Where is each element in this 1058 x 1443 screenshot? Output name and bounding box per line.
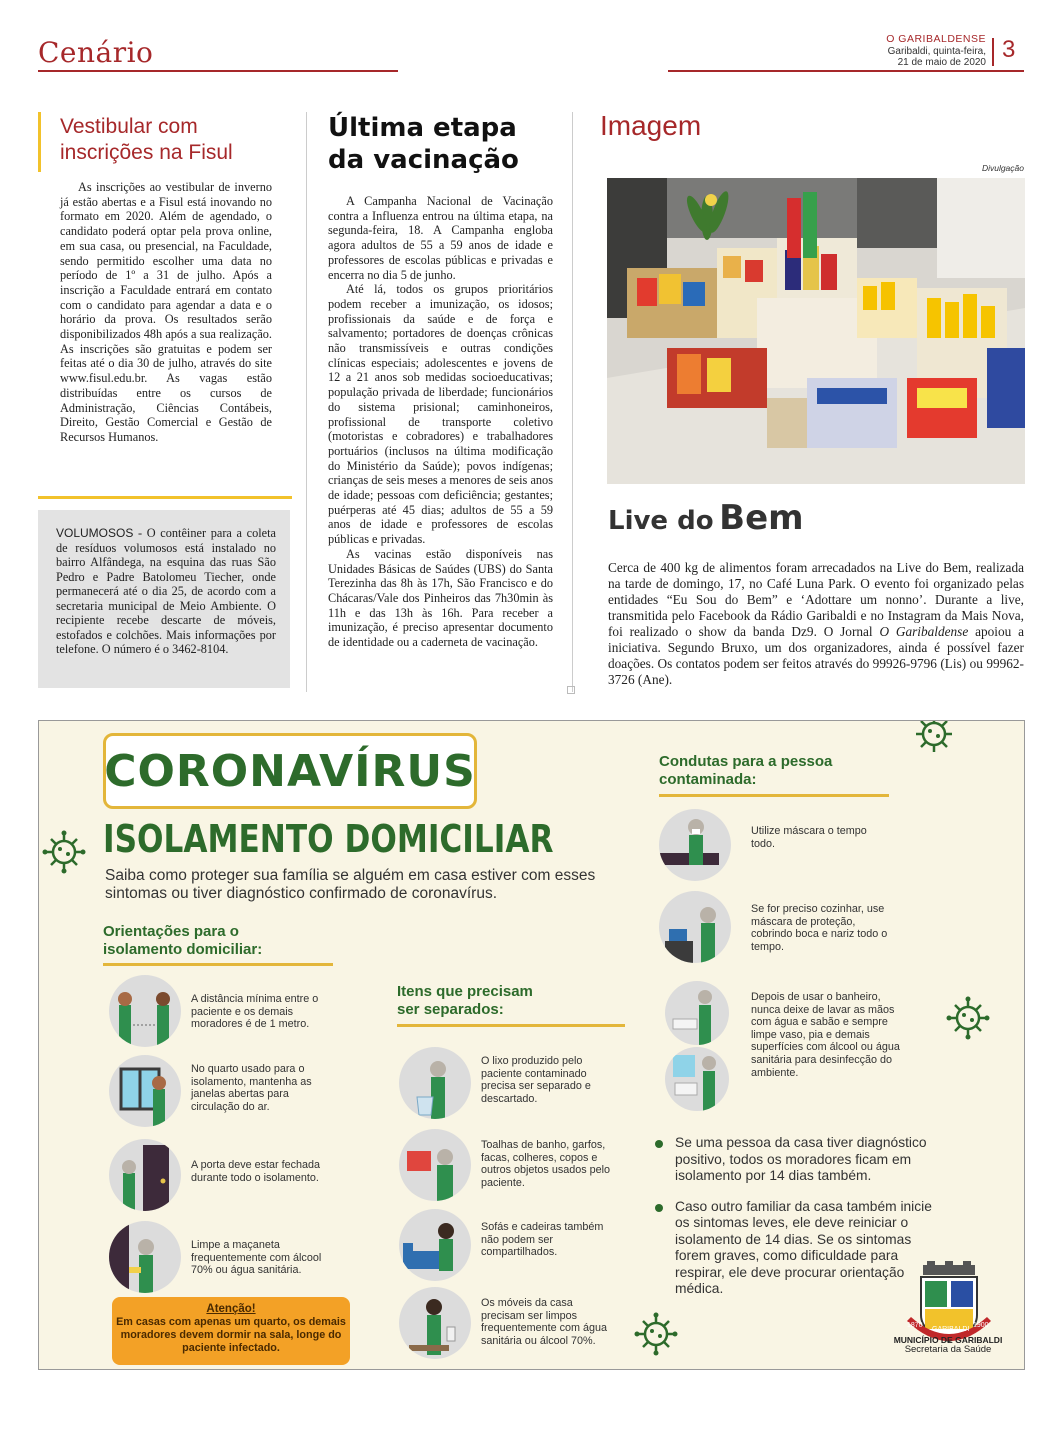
- illustration-cleaning: [399, 1287, 471, 1359]
- article-headline-live: [608, 498, 804, 538]
- headline-part: Bem: [719, 498, 804, 538]
- paper-meta: [886, 34, 986, 69]
- infographic-title: ISOLAMENTO DOMICILIAR: [103, 817, 554, 861]
- column-divider: [306, 112, 307, 692]
- crest-year: 1900: [973, 1322, 989, 1329]
- paragraph: As vacinas estão disponíveis nas Unidades Básicas de Saúdes (UBS) do Santa Terezinha das 8h às 17h, São Francisco e do Chácaras/Vale dos Pinheiros das 7h30min às 11h e das 13h às 16h. Para receber a imunização, é preciso apresentar documento de identidade ou a caderneta de vacinação.: [328, 546, 553, 650]
- article-title-vacinacao: [328, 112, 558, 176]
- title-line: da vacinação: [328, 145, 519, 175]
- illustration-doorknob: [109, 1221, 181, 1293]
- coronavirus-badge: [103, 733, 477, 809]
- attention-box: [112, 1297, 350, 1365]
- article-text: As inscrições ao vestibular de inverno já estão abertas e a Fisul está inovando no formato em 2020. Além de agendado, o candidato poderá optar pela prova online, em sua casa, ou presencial, na Faculdade, sendo permitido escolher uma data no período de 1º a 31 de julho. Após a inscrição a Faculdade entrará em contato com o candidato para agendar a data e o horário da prova. Os resultados serão disponibilizados 48h após a sua realização. As inscrições são gratuitas e podem ser feitas até o dia 30 de julho, através do site www.fisul.edu.br. As vagas estão distribuídas entre os cursos de Administração, Ciências Contábeis, Direito, Gestão Comercial e Gestão de Recursos Humanos.: [60, 180, 272, 444]
- paragraph: A Campanha Nacional de Vacinação contra a Influenza entrou na última etapa, na segunda-feira, 18. A Campanha engloba agora adultos de 55 a 59 anos de idade e professores de escolas públicas e privadas e encerra no dia 5 de junho.: [328, 194, 553, 282]
- note-box-volumosos: [38, 510, 290, 688]
- note-text: - O contêiner para a coleta de resíduos volumosos está instalado no bairro Alfândega, na esquina das ruas São Pedro e Padre Batolomeu Tiecher, onde permanecerá até o dia 25, de acordo com a secretaria municipal de Meio Ambiente. O recipiente recebe descarte de móveis, estofados e colchões. Mais informações por telefone. O número é o 3462-8104.: [56, 526, 276, 656]
- conduct-text: Utilize máscara o tempo todo.: [751, 825, 867, 850]
- bullet-item: Caso outro familiar da casa também inicie os sintomas leves, ele deve reiniciar o isolamento de 14 dias. Se os sintomas forem graves, como dificuldade para respirar, ele deve procurar orientação médica.: [653, 1199, 943, 1298]
- section-head-orientacoes: Orientações para o isolamento domiciliar:: [103, 923, 263, 958]
- crest-year: 1870: [907, 1322, 923, 1329]
- virus-icon: [633, 1311, 679, 1357]
- article-body-live: [608, 560, 1024, 688]
- badge-text: CORONAVÍRUS: [104, 745, 476, 797]
- conduct-text: Se for preciso cozinhar, use máscara de proteção, cobrindo boca e nariz todo o tempo.: [751, 903, 888, 953]
- illustration-cooking: [659, 891, 731, 963]
- virus-icon: [911, 720, 957, 757]
- covid-infographic: [38, 720, 1025, 1370]
- attention-text: Em casas com apenas um quarto, os demais moradores devem dormir na sala, longe do paciente infectado.: [116, 1316, 346, 1354]
- orientation-text: Limpe a maçaneta frequentemente com álcool 70% ou água sanitária.: [191, 1239, 322, 1277]
- paper-name: O GARIBALDENSE: [886, 33, 986, 45]
- illustration-window: [109, 1055, 181, 1127]
- photo-credit: Divulgação: [981, 163, 1024, 173]
- section-head-itens: Itens que precisam ser separados:: [397, 983, 533, 1018]
- page-number-divider: [992, 38, 994, 66]
- donations-photo: [607, 178, 1025, 484]
- item-text: Os móveis da casa precisam ser limpos frequentemente com água sanitária ou álcool 70%.: [481, 1297, 608, 1347]
- illustration-handwash: [665, 981, 729, 1045]
- title-line: Última etapa: [328, 113, 517, 143]
- section-title-imagem: Imagem: [600, 110, 702, 141]
- item-text: O lixo produzido pelo paciente contaminado precisa ser separado e descartado.: [481, 1055, 591, 1105]
- bullet-item: Se uma pessoa da casa tiver diagnóstico positivo, todos os moradores ficam em isolamento por 14 dias também.: [653, 1135, 943, 1185]
- dateline: 21 de maio de 2020: [897, 57, 986, 68]
- orientation-text: A porta deve estar fechada durante todo o isolamento.: [191, 1159, 321, 1184]
- article-accent-rule: [38, 112, 41, 172]
- municipality-name: MUNICÍPIO DE GARIBALDI: [893, 1335, 1003, 1345]
- illustration-bathroom: [665, 1047, 729, 1111]
- illustration-towels: [399, 1129, 471, 1201]
- conduct-text: Depois de usar o banheiro, nunca deixe de lavar as mãos com água e sabão e sempre limpe vaso, pia e demais superfícies com álcool ou água sanitária para desinfecção do ambiente.: [751, 991, 900, 1079]
- illustration-distance: [109, 975, 181, 1047]
- bullet-list: [653, 1135, 943, 1312]
- note-keyword: VOLUMOSOS: [56, 526, 134, 540]
- attention-title: Atenção!: [206, 1303, 256, 1315]
- item-text: Sofás e cadeiras também não podem ser compartilhados.: [481, 1221, 604, 1259]
- article-accent-rule: [38, 496, 292, 499]
- article-body-vacinacao: [328, 194, 553, 650]
- illustration-trash: [399, 1047, 471, 1119]
- municipality-label: [873, 1335, 1023, 1355]
- column-divider: [572, 112, 573, 692]
- article-body-fisul: [60, 180, 272, 445]
- section-head-condutas: Condutas para a pessoa contaminada:: [659, 753, 833, 788]
- section-rule: [103, 963, 333, 966]
- illustration-door: [109, 1139, 181, 1211]
- orientation-text: A distância mínima entre o paciente e os demais moradores é de 1 metro.: [191, 993, 319, 1031]
- virus-icon: [41, 829, 87, 875]
- crest-name: GARIBALDI: [932, 1326, 970, 1333]
- item-text: Toalhas de banho, garfos, facas, colheres, copos e outros objetos usados pelo paciente.: [481, 1139, 611, 1189]
- infographic-subtitle: Saiba como proteger sua família se alguém em casa estiver com esses sintomas ou tiver diagnóstico confirmado de coronavírus.: [105, 867, 596, 902]
- page-number: 3: [1002, 36, 1016, 63]
- section-name: Cenário: [38, 36, 154, 69]
- article-title-fisul: Vestibular com inscrições na Fisul: [60, 115, 233, 164]
- orientation-text: No quarto usado para o isolamento, mantenha as janelas abertas para circulação do ar.: [191, 1063, 312, 1113]
- article-text: Cerca de 400 kg de alimentos foram arrecadados na Live do Bem, realizada na tarde de domingo, 17, no Café Luna Park. O evento foi organizado pelas entidades “Eu Sou do Bem” e ‘Adottare um nonno’. Durante a live, transmitida pelo Facebook da Rádio Garibaldi e no Instagram da Mais Nova, foi realizado o show da banda Dz9. O Jornal: [608, 560, 1024, 639]
- section-rule: [659, 794, 889, 797]
- illustration-mask: [659, 809, 731, 881]
- virus-icon: [945, 995, 991, 1041]
- section-rule: [397, 1024, 625, 1027]
- article-text: apoiou a iniciativa. Segundo Bruxo, um dos organizadores, ainda é possível fazer doações. Os contatos podem ser feitos através do 99926-9796 (Lis) ou 99962-3726 (Ane).: [608, 624, 1024, 687]
- department-name: Secretaria da Saúde: [904, 1344, 992, 1355]
- header-rule: [38, 70, 398, 72]
- illustration-sofa: [399, 1209, 471, 1281]
- dateline: Garibaldi, quinta-feira,: [887, 45, 986, 57]
- newspaper-name: O Garibaldense: [879, 624, 969, 639]
- headline-part: Live do: [608, 506, 714, 536]
- header-rule: [668, 70, 1024, 72]
- paragraph: Até lá, todos os grupos prioritários podem receber a imunização, os idosos; profissionais da saúde e de força e salvamento; portadores de doenças crônicas não transmissíveis e outras condições clínicas especiais; adolescentes e jovens de 12 a 21 anos sob medidas socioeducativas; população privada de liberdade; funcionários do sistema prisional; caminhoneiros, profissional de transporte coletivo (motoristas e cobradores) e trabalhadores portuários (inclusos na última modificação do Ministério da Saúde); povos indígenas; crianças de seis meses a menores de seis anos de idade; pessoas com deficiência; gestantes; puérperas até 45 dias; adultos de 55 a 59 anos de idade e professores de escolas públicas e privadas.: [328, 282, 553, 547]
- end-mark: [567, 686, 575, 694]
